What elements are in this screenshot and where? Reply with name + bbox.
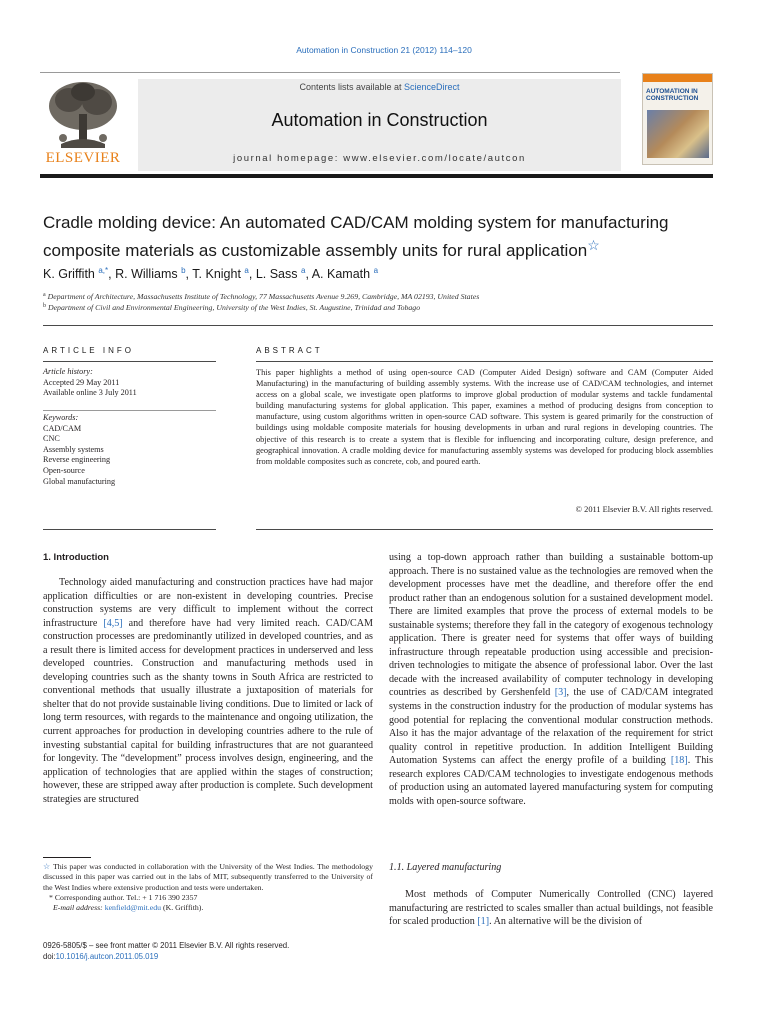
abstract-text: This paper highlights a method of using open-source CAD (Computer Aided Design) software and CAM (Computer Aided Manufacturing) in the manufacturing of building assembly systems. With the increase use of CAD/CAM technologies, and internet access on a global scale, we investigate open platforms to improve global production of modular systems and tackle fundamental building manufacturing systems for global application. This paper, examines a method of producing designs from conception to manufacture, using custom algorithms written in open-source CAD software. This system is geared primarily for the construction of buildings using moldable composite materials for housing developments in urban and rural regions in developing countries. The objective of this research is to create a system that is flexible for influencing and incorporating culture, design preference, and geographical innovation. A cradle molding device for manufacturing assembly systems was developed for producing block assemblies from moldable composites such as concrete, cob, and poured earth. <box>256 368 713 466</box>
introduction-heading: 1. Introduction <box>43 552 109 563</box>
email-link[interactable]: kenfield@mit.edu <box>104 903 162 913</box>
affiliation-text: Department of Civil and Environmental Engineering, University of the West Indies, St. Augustine, Trinidad and Tobago <box>47 303 421 312</box>
accepted-date: Accepted 29 May 2011 <box>43 377 120 387</box>
affiliation-text: Department of Architecture, Massachusetts Institute of Technology, 77 Massachusetts Avenue 9.269, Cambridge, MA 02193, United States <box>47 292 480 301</box>
contents-prefix: Contents lists available at <box>299 82 405 92</box>
keyword-list <box>43 413 216 487</box>
body-paragraph <box>389 551 713 808</box>
author-name: T. Knight <box>192 267 241 281</box>
sciencedirect-link[interactable]: ScienceDirect <box>404 82 460 92</box>
body-text: using a top-down approach rather than building a sustainable bottom-up approach. There is no sustained value as the technologies are removed when the development processes have met the deadline, and therefore offer the end product rather than an endogenous solution for a sustained development model. There are limited examples that prove the process of external models to be sustainable systems; therefore they fall in the category of exogenous technology application. There is greater need for systems that offer ways of building infrastructure through repeatable production using accessible and precision-driven technologies to mitigate the absence of professional labor. Over the last decade with the increased availability of computer technology in developing countries as described by Gershenfeld <box>389 552 713 699</box>
abstract-copyright: © 2011 Elsevier B.V. All rights reserved. <box>575 505 713 514</box>
author-list: K. Griffith $^{a,*}$, R. Williams $^b$, T. Knight $^a$, L. Sass $^a$, A. Kamath $^a$ <box>43 266 379 281</box>
doi-label: doi: <box>43 952 56 961</box>
body-column-right-continued <box>389 888 713 929</box>
cover-band <box>643 74 713 82</box>
body-text: . An alternative will be the division of <box>489 916 643 928</box>
footnote-rule <box>43 857 91 858</box>
reference-link[interactable]: [4,5] <box>103 617 123 629</box>
elsevier-wordmark: ELSEVIER <box>45 150 121 166</box>
header-thick-rule <box>40 174 713 178</box>
body-text: Technology aided manufacturing and construction practices have had major application difficulties or are non-existent in developing countries. Precise construction systems are very difficult to implement without the correct infrastructure <box>43 577 373 629</box>
reference-link[interactable]: [18] <box>670 755 688 767</box>
author-affil-mark[interactable]: b <box>181 266 186 275</box>
affiliation-mark: b <box>43 303 46 309</box>
body-text: . This research explores CAD/CAM technologies to investigate endogenous methods of production using an automated layered manufacturing system for computing molds with open-source software. <box>389 755 714 807</box>
journal-cover-thumbnail <box>642 73 713 165</box>
keyword: Global manufacturing <box>43 476 116 486</box>
affiliation-a <box>43 292 723 301</box>
body-text: , the use of CAD/CAM integrated systems in the construction industry for the production of modular systems has good potential for replacing the conventional modular construction methods. Also it has the major advantage of the relaxation of the requirement for strict quality control in repetitive production. In addition Intelligent Building Automation Systems can affect the energy profile of a building <box>389 687 713 767</box>
body-text: and therefore have had very limited reach. CAD/CAM construction processes are predominantly utilized in developed countries, and as a result there is limited access for development practices in underserved and less developed countries. Construction and manufacturing methods used in developing countries such as the shanty towns in South Africa are restricted to conventional methods that usually illustrate a juxtaposition of materials for shelter that do not provide sustainable living conditions. Due to limited or lack of long term resources, with regards to the maintenance and ongoing utilization, the current approaches for production in developing countries adhere to the rule of investing substantial capital for building infrastructures that are not guaranteed for longevity. The “development” process involves design, engineering, and the application of technologies that are applied within the stages of construction; however, these are stripped away after production is complete. Such development strategies are structured <box>43 617 373 805</box>
article-title-text: Cradle molding device: An automated CAD/CAM molding system for manufacturing composite materials as customizable assembly units for rural application <box>43 213 669 260</box>
author-name: A. Kamath <box>311 267 371 281</box>
contents-line <box>138 82 621 92</box>
footnote-text: This paper was conducted in collaboration with the University of the West Indies. The methodology discussed in this paper was carried out in the labs of MIT, subsequently transferred to the University of the West Indies where extensive production and tests were undertaken. <box>43 862 373 892</box>
article-title <box>43 211 723 262</box>
keyword: Assembly systems <box>43 444 104 454</box>
imprint <box>43 940 373 962</box>
affiliation-b <box>43 303 723 312</box>
keyword: Open-source <box>43 465 85 475</box>
keyword: CNC <box>43 434 60 444</box>
cover-title: AUTOMATION IN CONSTRUCTION <box>646 88 699 102</box>
issn-line: 0926-5805/$ – see front matter © 2011 Elsevier B.V. All rights reserved. <box>43 941 290 950</box>
journal-title: Automation in Construction <box>271 110 488 130</box>
author-name: R. Williams <box>115 267 178 281</box>
body-paragraph <box>389 888 713 929</box>
doi-line <box>43 951 373 962</box>
history-label: Article history: <box>43 367 93 376</box>
keywords-label: Keywords: <box>43 413 79 422</box>
author-name: L. Sass <box>255 267 298 281</box>
article-info-rule <box>43 361 216 362</box>
affiliation-mark: a <box>43 292 46 298</box>
cover-image <box>647 110 709 158</box>
keywords-divider <box>43 410 216 411</box>
journal-citation[interactable]: Automation in Construction 21 (2012) 114–120 <box>296 45 472 55</box>
body-paragraph <box>43 576 373 806</box>
reference-link[interactable]: [1] <box>477 916 490 928</box>
abstract-rule <box>256 361 713 362</box>
header-divider <box>40 72 620 73</box>
subsection-heading: 1.1. Layered manufacturing <box>389 862 502 873</box>
footnotes <box>43 862 373 913</box>
footnote-corresponding: * Corresponding author. Tel.: + 1 716 390 2357 <box>49 892 198 902</box>
keyword: CAD/CAM <box>43 423 82 433</box>
article-info-bottom-rule <box>43 529 216 530</box>
email-suffix: (K. Griffith). <box>161 903 204 913</box>
reference-link[interactable]: [3] <box>554 687 567 699</box>
body-text: Most methods of Computer Numerically Controlled (CNC) layered manufacturing are restricted to scales smaller than actual buildings, not feasible for scaled production <box>389 889 713 928</box>
keyword: Reverse engineering <box>43 455 111 465</box>
author-affil-mark[interactable]: a,* <box>98 266 109 275</box>
body-column-left <box>43 576 373 806</box>
author-name: K. Griffith <box>43 267 95 281</box>
email-label: E-mail address: <box>53 903 105 913</box>
doi-link[interactable]: 10.1016/j.autcon.2011.05.019 <box>55 952 159 961</box>
footnote-funding <box>43 862 373 893</box>
online-date: Available online 3 July 2011 <box>43 388 137 398</box>
journal-homepage[interactable]: journal homepage: www.elsevier.com/locate/autcon <box>233 153 526 164</box>
author-affil-mark[interactable]: a <box>300 266 306 275</box>
abstract-bottom-rule <box>256 529 713 530</box>
article-info-heading: ARTICLE INFO <box>43 346 134 355</box>
title-footnote-star-icon[interactable]: ☆ <box>587 237 600 253</box>
body-column-right <box>389 551 713 808</box>
abstract-heading: ABSTRACT <box>256 346 323 355</box>
author-affil-mark[interactable]: a <box>373 266 379 275</box>
article-history <box>43 367 216 399</box>
section-divider <box>43 325 713 326</box>
footnote-email <box>43 903 373 913</box>
footnote-star-icon: ☆ <box>43 862 51 871</box>
author-affil-mark[interactable]: a <box>244 266 249 275</box>
